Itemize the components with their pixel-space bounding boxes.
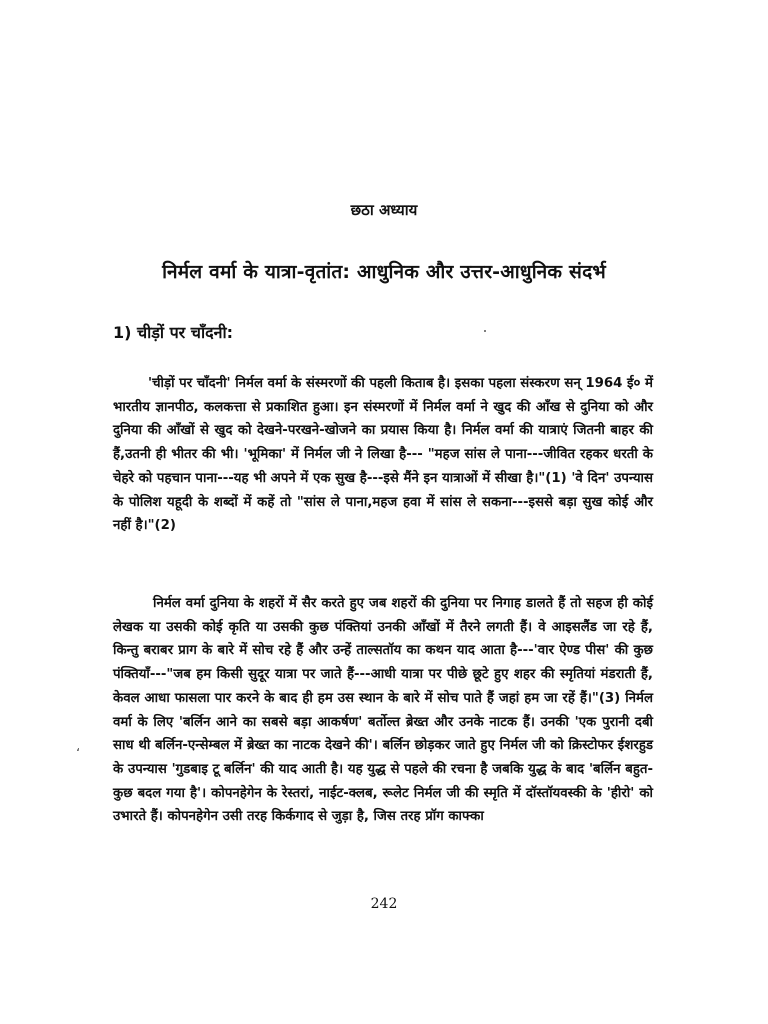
margin-mark: ، (76, 740, 80, 754)
paragraph-1: 'चीड़ों पर चाँदनी' निर्मल वर्मा के संस्मरणों की पहली किताब है। इसका पहला संस्करण सन् 1964 ई० में भारतीय ज्ञानपीठ, कलकत्ता से प्रकाशित हुआ। इन संस्मरणों में निर्मल वर्मा ने खुद की आँख से दुनिया को और दुनिया की आँखों से खुद को देखने-परखने-खोजने का प्रयास किया है। निर्मल वर्मा की यात्राएं जितनी बाहर की हैं,उतनी ही भीतर की भी। 'भूमिका' में निर्मल जी ने लिखा है--- "महज सांस ले पाना---जीवित रहकर धरती के चेहरे को पहचान पाना---यह भी अपने में एक सुख है---इसे मैंने इन यात्राओं में सीखा है।"(1) 'वे दिन' उपन्यास के पोलिश यहूदी के शब्दों में कहें तो "सांस ले पाना,महज हवा में सांस ले सकना---इससे बड़ा सुख कोई और नहीं है।"(2) (113, 376, 653, 534)
chapter-label: छठा अध्याय (350, 201, 418, 219)
section-heading: 1) चीड़ों पर चाँदनी: (113, 323, 234, 342)
paragraph-2: निर्मल वर्मा दुनिया के शहरों में सैर करते हुए जब शहरों की दुनिया पर निगाह डालते हैं तो सहज ही कोई लेखक या उसकी कोई कृति या उसकी कुछ पंक्तियां उनकी आँखों में तैरने लगती हैं। वे आइसलैंड जा रहे हैं, किन्तु बराबर प्राग के बारे में सोच रहे हैं और उन्हें ताल्सतॉय का कथन याद आता है---'वार ऐण्ड पीस' की कुछ पंक्तियाँ---"जब हम किसी सुदूर यात्रा पर जाते हैं---आधी यात्रा पर पीछे छूटे हुए शहर की स्मृतियां मंडराती हैं, केवल आधा फासला पार करने के बाद ही हम उस स्थान के बारे में सोच पाते हैं जहां हम जा रहें हैं।"(3) निर्मल वर्मा के लिए 'बर्लिन आने का सबसे बड़ा आकर्षण' बर्तोल्त ब्रेख्त और उनके नाटक हैं। उनकी 'एक पुरानी दबी साध थी बर्लिन-एन्सेम्बल में ब्रेख्त का नाटक देखने की'। बर्लिन छोड़कर जाते हुए निर्मल जी को क्रिस्टोफर ईशरहुड के उपन्यास 'गुडबाइ टू बर्लिन' की याद आती है। यह युद्ध से पहले की रचना है जबकि युद्ध के बाद 'बर्लिन बहुत-कुछ बदल गया है'। कोपनहेगेन के रेस्तरां, नाईट-क्लब, रूलेट निर्मल जी की स्मृति में दॉस्तॉयवस्की के 'हीरो' को उभारते हैं। कोपनहेगेन उसी तरह किर्कगाद से जुड़ा है, जिस तरह प्रॉग काफ्का (113, 596, 653, 825)
page-number: 242 (370, 896, 398, 912)
chapter-title: निर्मल वर्मा के यात्रा-वृतांत: आधुनिक और उत्तर-आधुनिक संदर्भ (162, 261, 606, 283)
scan-speck (484, 330, 486, 332)
